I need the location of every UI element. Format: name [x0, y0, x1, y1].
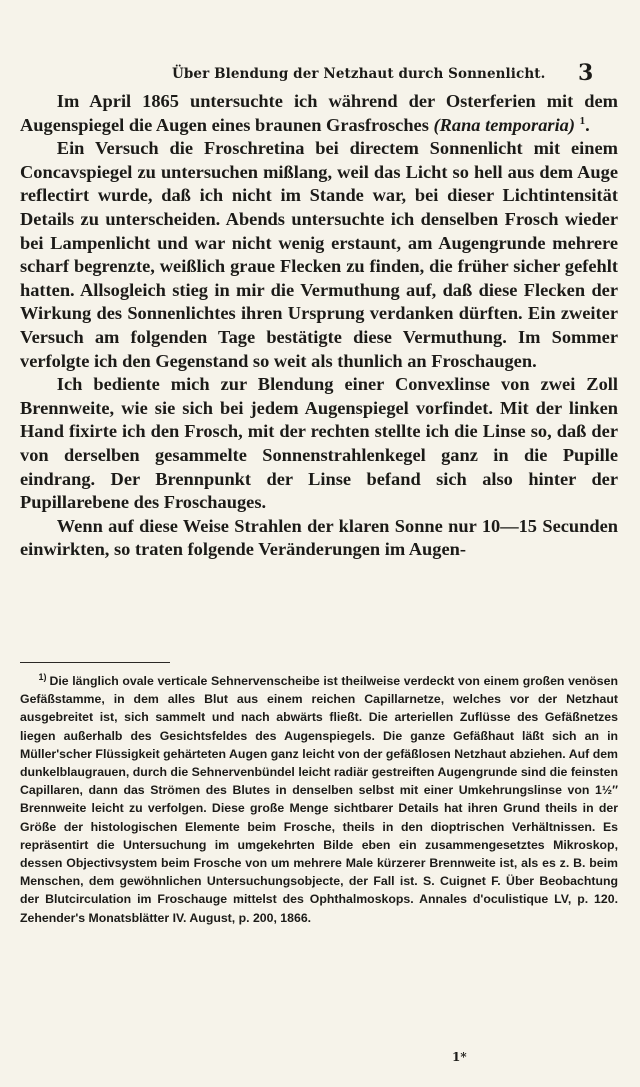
footnote-reference: 1: [579, 114, 586, 127]
footnote-divider: [20, 662, 170, 663]
footnote: [20, 672, 618, 927]
species-name: (Rana temporaria): [433, 114, 575, 135]
signature-mark: 1*: [452, 1050, 467, 1064]
paragraph-1-text: Im April 1865 untersuchte ich während der Osterferien mit dem Augenspiegel die Augen eines braunen Grasfrosches: [20, 91, 618, 135]
running-title: Über Blendung der Netzhaut durch Sonnenlicht.: [172, 66, 546, 82]
main-text: [20, 90, 618, 562]
footnote-text: Die länglich ovale verticale Sehnervenscheibe ist theilweise verdeckt von einem großen venösen Gefäßstamme, in dem alles Blut aus einem reichen Capillarnetze, welches vor der Netzhaut ausgebreitet ist, sich sammelt und nach abwärts fließt. Die arteriellen Zuflüsse des Gefäßnetzes liegen außerhalb des Gesichtsfeldes des Augenspiegels. Die ganze Gefäßhaut läßt sich an in Müller'scher Flüssigkeit gehärteten Augen ganz leicht von der gefäßlosen Netzhaut abziehen. Auf dem dunkelblaugrauen, durch die Sehnervenbündel leicht radiär gestreiften Augengrunde sind die feinsten Capillaren, dann das Strömen des Blutes in denselben selbst mit einer Umkehrungslinse von 1½″ Brennweite leicht zu verfolgen. Diese große Menge sichtbarer Details hat ihren Grund theils in der Größe der histologischen Elemente beim Frosche, theils in den dioptrischen Verhältnissen. Es repräsentirt die Untersuchung im umgekehrten Bilde eben ein zusammengesetztes Mikroskop, dessen Objectivsystem beim Frosche von um mehrere Male kürzerer Brennweite ist, als es z. B. beim Menschen, dem gewöhnlichen Untersuchungsobjecte, der Fall ist. S. Cuignet F. Über Beobachtung der Blutcirculation im Froschauge mittelst des Ophthalmoskops. Annales d'oculistique LV, p. 120. Zehender's Monatsblätter IV. August, p. 200, 1866.: [20, 674, 618, 925]
paragraph-3: Ich bediente mich zur Blendung einer Convexlinse von zwei Zoll Brennweite, wie sie sich bei jedem Augenspiegel vorfindet. Mit der linken Hand fixirte ich den Frosch, mit der rechten stellte ich die Linse so, daß der von derselben gesammelte Sonnenstrahlenkegel ganz in die Pupille eindrang. Der Brennpunkt der Linse befand sich also hinter der Pupillarebene des Froschauges.: [20, 374, 618, 513]
paragraph-4: Wenn auf diese Weise Strahlen der klaren Sonne nur 10—15 Secunden einwirkten, so traten folgende Veränderungen im Augen-: [20, 515, 618, 560]
footnote-marker: 1): [38, 671, 47, 682]
footnote-section: [20, 672, 618, 927]
paragraph-1-end: .: [585, 114, 590, 135]
page-number: 3: [578, 60, 594, 86]
running-head: [0, 60, 640, 88]
paragraph-2: Ein Versuch die Froschretina bei directem Sonnenlicht mit einem Concavspiegel zu untersuchen mißlang, weil das Licht so hell aus dem Auge reflectirt wurde, daß ich nicht im Stande war, bei dieser Lichtintensität Details zu unterscheiden. Abends untersuchte ich denselben Frosch wieder bei Lampenlicht und war nicht wenig erstaunt, am Augengrunde mehrere scharf begrenzte, weißlich graue Flecken zu finden, die früher sicher gefehlt hatten. Allsogleich stieg in mir die Vermuthung auf, daß diese Flecken der Wirkung des Sonnenlichtes ihren Ursprung verdanken dürften. Ein zweiter Versuch am folgenden Tage bestätigte diese Vermuthung. Im Sommer verfolgte ich den Gegenstand so weit als thunlich an Froschaugen.: [20, 138, 618, 371]
paragraph-1: [20, 90, 618, 137]
